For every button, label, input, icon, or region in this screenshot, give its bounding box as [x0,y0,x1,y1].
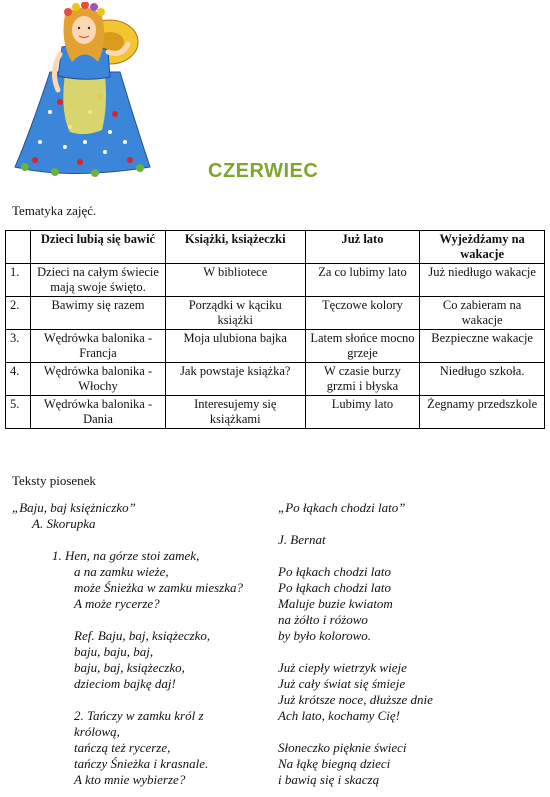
song-line: Słoneczko pięknie świeci [278,740,407,755]
song-left [12,500,243,788]
table-header-cell: Już lato [305,231,420,264]
table-cell: Wędrówka balonika - Włochy [31,363,166,396]
table-row [6,330,545,363]
song-line: 1. Hen, na górze stoi zamek, [52,548,200,563]
table-cell: Interesujemy się książkami [165,396,305,429]
table-cell: Latem słońce mocno grzeje [305,330,420,363]
table-cell: 5. [6,396,31,429]
table-cell: Wędrówka balonika - Francja [31,330,166,363]
song-line: a na zamku wieże, [74,564,169,579]
song-line: 2. Tańczy w zamku król z [74,708,204,723]
table-cell: Bawimy się razem [31,297,166,330]
song-title: „Po łąkach chodzi lato” [278,500,406,515]
table-header-cell [6,231,31,264]
song-line: Na łąkę biegną dzieci [278,756,391,771]
song-line: Ref. Baju, baj, książeczko, [74,628,211,643]
table-cell: Wędrówka balonika - Dania [31,396,166,429]
topics-table [5,230,545,429]
song-line: Maluje buzie kwiatom [278,596,393,611]
song-line: Już cały świat się śmieje [278,676,406,691]
song-right [278,500,433,788]
table-row [6,363,545,396]
table-row [6,396,545,429]
table-cell: W czasie burzy grzmi i błyska [305,363,420,396]
song-line: Po łąkach chodzi lato [278,564,392,579]
song-line: baju, baju, baj, [74,644,154,659]
table-cell: Lubimy lato [305,396,420,429]
table-header-cell: Książki, książeczki [165,231,305,264]
song-line: i bawią się i skaczą [278,772,380,787]
topics-heading: Tematyka zajęć. [12,203,97,218]
table-cell: Porządki w kąciku książki [165,297,305,330]
table-header-cell: Dzieci lubią się bawić [31,231,166,264]
table-cell: Bezpieczne wakacje [420,330,545,363]
table-cell: Moja ulubiona bajka [165,330,305,363]
songs-heading: Teksty piosenek [12,473,96,488]
song-line: A kto mnie wybierze? [74,772,186,787]
table-cell: Tęczowe kolory [305,297,420,330]
song-line: może Śnieżka w zamku mieszka? [74,580,243,595]
table-cell: Żegnamy przedszkole [420,396,545,429]
song-line: Po łąkach chodzi lato [278,580,392,595]
song-author: A. Skorupka [32,516,96,531]
table-cell: Co zabieram na wakacje [420,297,545,330]
song-line: by było kolorowo. [278,628,372,643]
table-cell: Jak powstaje książka? [165,363,305,396]
table-cell: 4. [6,363,31,396]
song-line: na żółto i różowo [278,612,368,627]
table-header-cell: Wyjeżdżamy na wakacje [420,231,545,264]
table-header-row [6,231,545,264]
song-title: „Baju, baj księżniczko” [12,500,136,515]
song-line: tańczą też rycerze, [74,740,171,755]
table-cell: Niedługo szkoła. [420,363,545,396]
song-line: Już krótsze noce, dłuższe dnie [278,692,433,707]
song-line: Ach lato, kochamy Cię! [278,708,401,723]
table-cell: W bibliotece [165,264,305,297]
table-cell: 3. [6,330,31,363]
song-line: dzieciom bajkę daj! [74,676,176,691]
song-author: J. Bernat [278,532,326,547]
song-line: baju, baj, książeczko, [74,660,185,675]
song-line: tańczy Śnieżka i krasnale. [74,756,209,771]
table-row [6,297,545,330]
song-line: A może rycerze? [74,596,160,611]
summer-girl-illustration [10,2,160,180]
table-cell: Za co lubimy lato [305,264,420,297]
table-row [6,264,545,297]
song-line: Już ciepły wietrzyk wieje [278,660,407,675]
table-cell: Już niedługo wakacje [420,264,545,297]
table-cell: 2. [6,297,31,330]
song-line: królową, [74,724,120,739]
table-cell: Dzieci na całym świecie mają swoje święto. [31,264,166,297]
table-cell: 1. [6,264,31,297]
page-title: CZERWIEC [208,160,319,182]
